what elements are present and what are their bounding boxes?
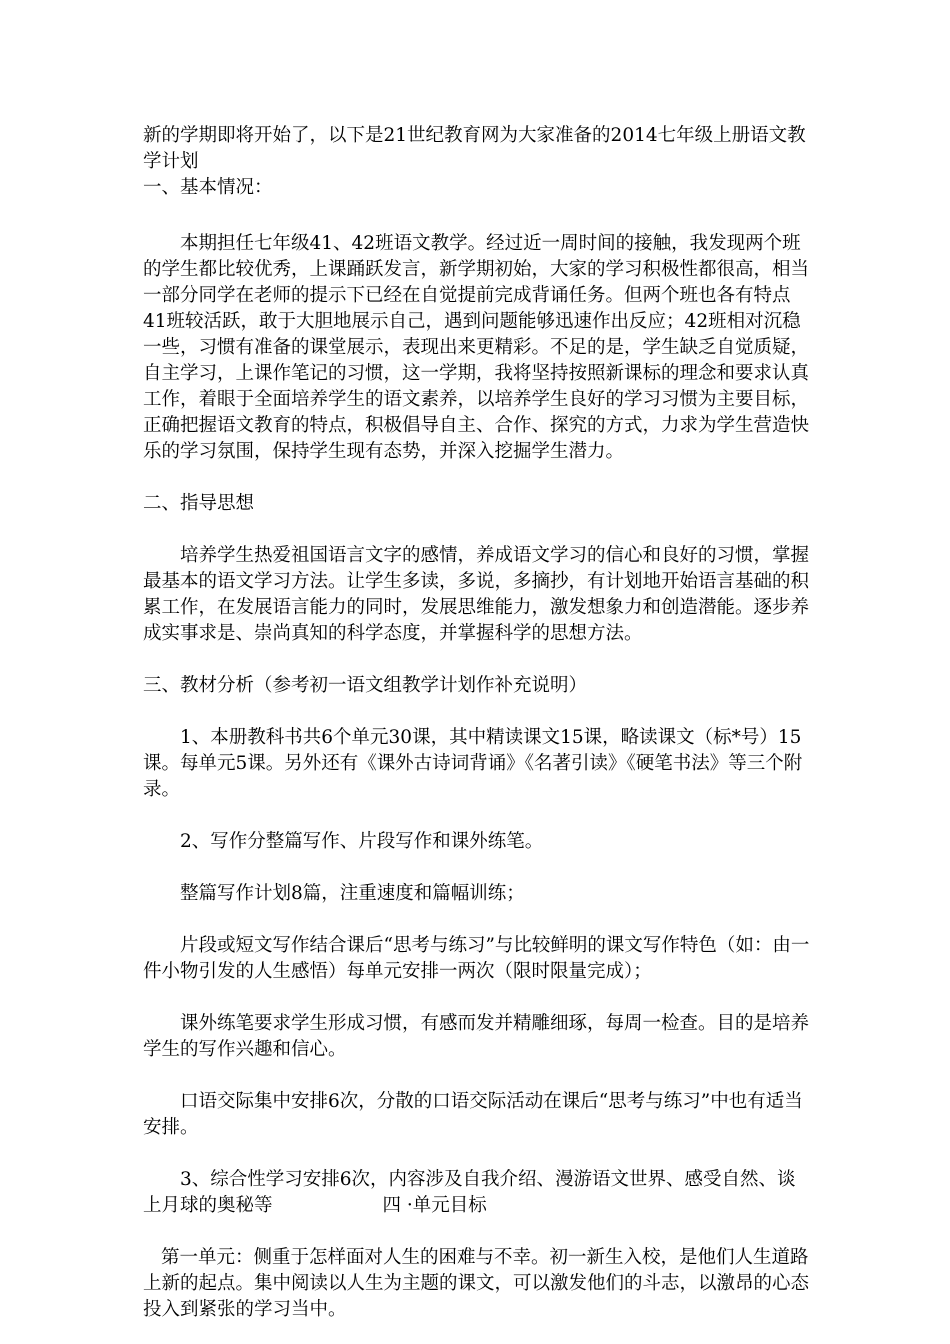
section4-heading: 四 ·单元目标 — [382, 1195, 487, 1216]
document-page — [143, 123, 813, 1323]
section3-paragraph-6: 口语交际集中安排6次，分散的口语交际活动在课后“思考与练习”中也有适当安排。 — [143, 1091, 803, 1138]
section2-heading: 二、指导思想 — [143, 493, 255, 514]
section1-body: 本期担任七年级41、42班语文教学。经过近一周时间的接触，我发现两个班的学生都比较优秀，上课踊跃发言，新学期初始，大家的学习积极性都很高，相当一部分同学在老师的提示下已经在自觉提前完成背诵任务。但两个班也各有特点41班较活跃，敢于大胆地展示自己，遇到问题能够迅速作出反应；42班相对沉稳一些，习惯有准备的课堂展示，表现出来更精彩。不足的是，学生缺乏自觉质疑，自主学习，上课作笔记的习惯，这一学期，我将坚持按照新课标的理念和要求认真工作，着眼于全面培养学生的语文素养，以培养学生良好的学习习惯为主要目标，正确把握语文教育的特点，积极倡导自主、合作、探究的方式，力求为学生营造快乐的学习氛围，保持学生现有态势，并深入挖掘学生潜力。 — [143, 233, 810, 462]
section1-heading: 一、基本情况： — [143, 177, 273, 198]
section3-paragraph-7 — [143, 1167, 813, 1219]
section4-unit1: 第一单元：侧重于怎样面对人生的困难与不幸。初一新生入校，是他们人生道路上新的起点。集中阅读以人生为主题的课文，可以激发他们的斗志，以激昂的心态投入到紧张的学习当中。 — [143, 1247, 810, 1320]
section3-paragraph-5: 课外练笔要求学生形成习惯，有感而发并精雕细琢，每周一检查。目的是培养学生的写作兴趣和信心。 — [143, 1013, 810, 1060]
section2-body: 培养学生热爱祖国语言文字的感情，养成语文学习的信心和良好的习惯，掌握最基本的语文学习方法。让学生多读，多说，多摘抄，有计划地开始语言基础的积累工作，在发展语言能力的同时，发展思维能力，激发想象力和创造潜能。逐步养成实事求是、崇尚真知的科学态度，并掌握科学的思想方法。 — [143, 545, 810, 644]
intro-paragraph: 新的学期即将开始了，以下是21世纪教育网为大家准备的2014七年级上册语文教学计划 — [143, 125, 806, 172]
section3-paragraph-3: 整篇写作计划8篇，注重速度和篇幅训练； — [180, 883, 525, 904]
section3-paragraph-1: 1、本册教科书共6个单元30课，其中精读课文15课，略读课文（标*号）15课。每单元5课。另外还有《课外古诗词背诵》《名著引读》《硬笔书法》等三个附录。 — [143, 727, 803, 800]
section3-paragraph-7-text: 3、综合性学习安排6次，内容涉及自我介绍、漫游语文世界、感受自然、谈上月球的奥秘等 — [143, 1169, 796, 1216]
section3-paragraph-2: 2、写作分整篇写作、片段写作和课外练笔。 — [180, 831, 544, 852]
section3-heading: 三、教材分析（参考初一语文组教学计划作补充说明） — [143, 675, 588, 696]
section3-paragraph-4: 片段或短文写作结合课后“思考与练习”与比较鲜明的课文写作特色（如：由一件小物引发的人生感悟）每单元安排一两次（限时限量完成）； — [143, 935, 810, 982]
